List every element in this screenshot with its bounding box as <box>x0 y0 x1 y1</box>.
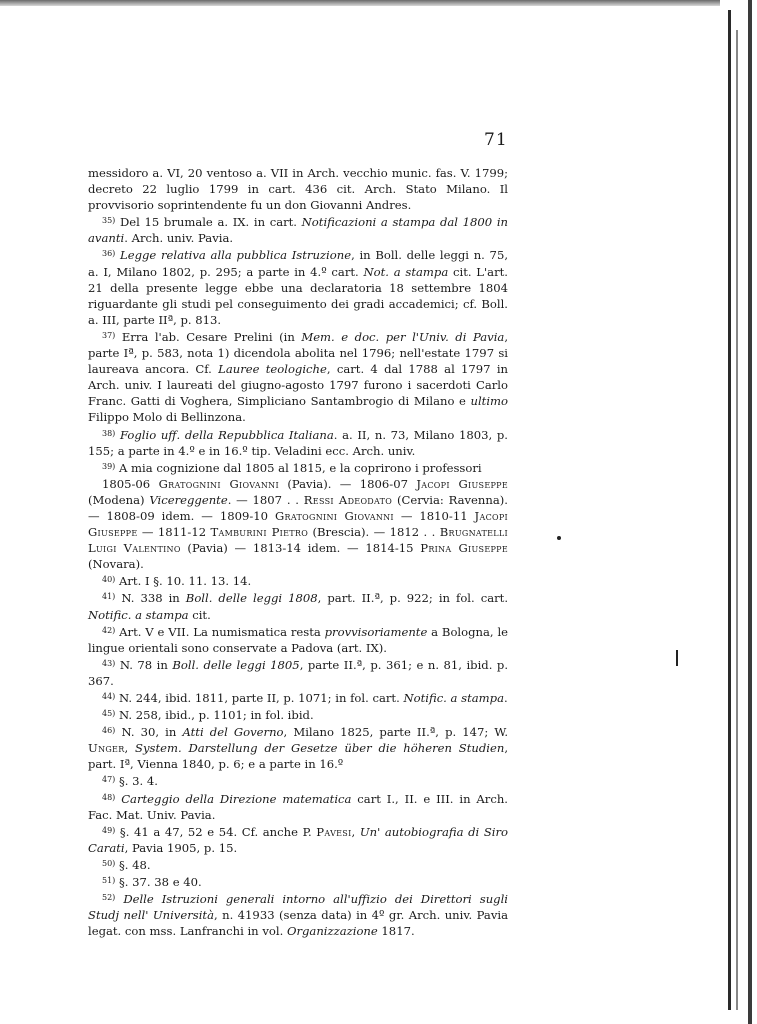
footnote-marker: 36) <box>102 249 116 259</box>
edge-line <box>736 30 738 1010</box>
footnote-43: $^{43)}$ N. 78 in Boll. delle leggi 1805, parte II.ª, p. 361; e n. 81, ibid. p. 367. <box>88 657 509 688</box>
footnote-marker: 50) <box>102 858 116 868</box>
page-edge-shadow <box>722 0 757 1024</box>
footnote-48: $^{48)}$ Carteggio della Direzione matematica cart I., II. e III. in Arch. Fac. Mat. Univ. Pavia. <box>88 791 508 822</box>
footnote-marker: 51) <box>102 876 116 886</box>
footnote-36: $^{36)}$ Legge relativa alla pubblica Istruzione, in Boll. delle leggi n. 75, a. I, Milano 1802, p. 295; a parte in 4.º cart. Not. a stampa cit. L'art. 21 della presente legge ebbe una declaratoria 18 settembre 1804 riguardante gli studi pel conseguimento dei gradi accademici; cf. Boll. a. III, parte IIª, p. 813. <box>88 248 508 327</box>
footnote-42: $^{42)}$ Art. V e VII. La numismatica resta provvisoriamente a Bologna, le lingue orientali sono conservate a Padova (art. IX). <box>88 624 509 655</box>
footnote-44: $^{44)}$ N. 244, ibid. 1811, parte II, p. 1071; in fol. cart. Notific. a stampa. <box>102 691 508 705</box>
footnote-marker: 44) <box>102 692 116 701</box>
footnote-37: $^{37)}$ Erra l'ab. Cesare Prelini (in Mem. e doc. per l'Univ. di Pavia, parte Iª, p. 583, nota 1) dicendola abolita nel 1796; nell'estate 1797 si laureava ancora. Cf. Lauree teologiche, cart. 4 dal 1788 al 1797 in Arch. univ. I laureati del giugno-agosto 1797 furono i sacerdoti Carlo Franc. Gatti di Voghera, Simpliciano Santambrogio di Milano e ultimo Filippo Molo di Bellinzona. <box>88 329 509 425</box>
footnote-52: $^{52)}$ Delle Istruzioni generali intorno all'uffizio dei Direttori sugli Studj nell' Università, n. 41933 (senza data) in 4º gr. Arch. univ. Pavia legat. con mss. Lanfranchi in vol. Organizzazione 1817. <box>88 892 509 939</box>
footnote-39: $^{39)}$ A mia cognizione dal 1805 al 1815, e la coprirono i professori <box>102 460 482 475</box>
footnote-marker: 47) <box>102 775 116 785</box>
scan-top-edge <box>0 0 720 6</box>
footnote-marker: 35) <box>102 216 116 226</box>
edge-line <box>728 10 731 1010</box>
footnote-46: $^{46)}$ N. 30, in Atti del Governo, Milano 1825, parte II.ª, p. 147; W. Unger, System. Darstellung der Gesetze über die höheren Studien, part. Iª, Vienna 1840, p. 6; e a parte in 16.º <box>88 725 509 772</box>
footnote-marker: 52) <box>102 893 116 903</box>
footnote-marker: 40) <box>102 575 116 585</box>
footnote-45: $^{45)}$ N. 258, ibid., p. 1101; in fol. ibid. <box>102 708 314 723</box>
footnote-41: $^{41)}$ N. 338 in Boll. delle leggi 1808, part. II.ª, p. 922; in fol. cart. Notific. a stampa cit. <box>88 591 509 622</box>
page-number: 71 <box>484 130 508 150</box>
edge-line <box>748 0 752 1024</box>
footnote-49: $^{49)}$ §. 41 a 47, 52 e 54. Cf. anche P. Pavesi, Un' autobiografia di Siro Carati, Pavia 1905, p. 15. <box>88 824 509 855</box>
footnote-marker: 41) <box>102 592 116 602</box>
footnote-marker: 37) <box>102 330 116 340</box>
footnote-marker: 38) <box>102 428 116 438</box>
footnote-50: $^{50)}$ §. 48. <box>102 857 151 872</box>
footnotes-text <box>88 165 508 939</box>
footnote-marker: 42) <box>102 625 116 635</box>
footnote-marker: 45) <box>102 709 116 719</box>
footnote-39-list: 1805-06 Gratognini Giovanni (Pavia). — 1806-07 Jacopi Giuseppe (Modena) Vicereggente. — 1807 . . Ressi Adeodato (Cervia: Ravenna). — 1808-09 idem. — 1809-10 Gratognini Giovanni — 1810-11 Jacopi Giuseppe — 1811-12 Tamburini Pietro (Brescia). — 1812 . . Brugnatelli Luigi Valentino (Pavia) — 1813-14 idem. — 1814-15 Prina Giuseppe (Novara). <box>88 476 508 572</box>
footnote-marker: 46) <box>102 726 116 736</box>
footnote-51: $^{51)}$ §. 37. 38 e 40. <box>102 875 202 890</box>
footnote-marker: 43) <box>102 658 116 668</box>
footnote-47: $^{47)}$ §. 3. 4. <box>102 774 158 789</box>
continued-footnote: messidoro a. VI, 20 ventoso a. VII in Arch. vecchio munic. fas. V. 1799; decreto 22 luglio 1799 in cart. 436 cit. Arch. Stato Milano. Il provvisorio soprintendente fu un don Giovanni Andres. <box>88 166 508 213</box>
footnote-marker: 49) <box>102 825 116 835</box>
footnote-marker: 48) <box>102 792 116 802</box>
scan-mark <box>676 650 678 666</box>
footnote-35: $^{35)}$ Del 15 brumale a. IX. in cart. Notificazioni a stampa dal 1800 in avanti. Arch. univ. Pavia. <box>88 215 509 246</box>
footnote-marker: 39) <box>102 461 116 471</box>
scan-speck <box>557 536 561 540</box>
footnote-40: $^{40)}$ Art. I §. 10. 11. 13. 14. <box>102 574 252 589</box>
footnote-38: $^{38)}$ Foglio uff. della Repubblica Italiana. a. II, n. 73, Milano 1803, p. 155; a parte in 4.º e in 16.º tip. Veladini ecc. Arch. univ. <box>88 427 508 458</box>
